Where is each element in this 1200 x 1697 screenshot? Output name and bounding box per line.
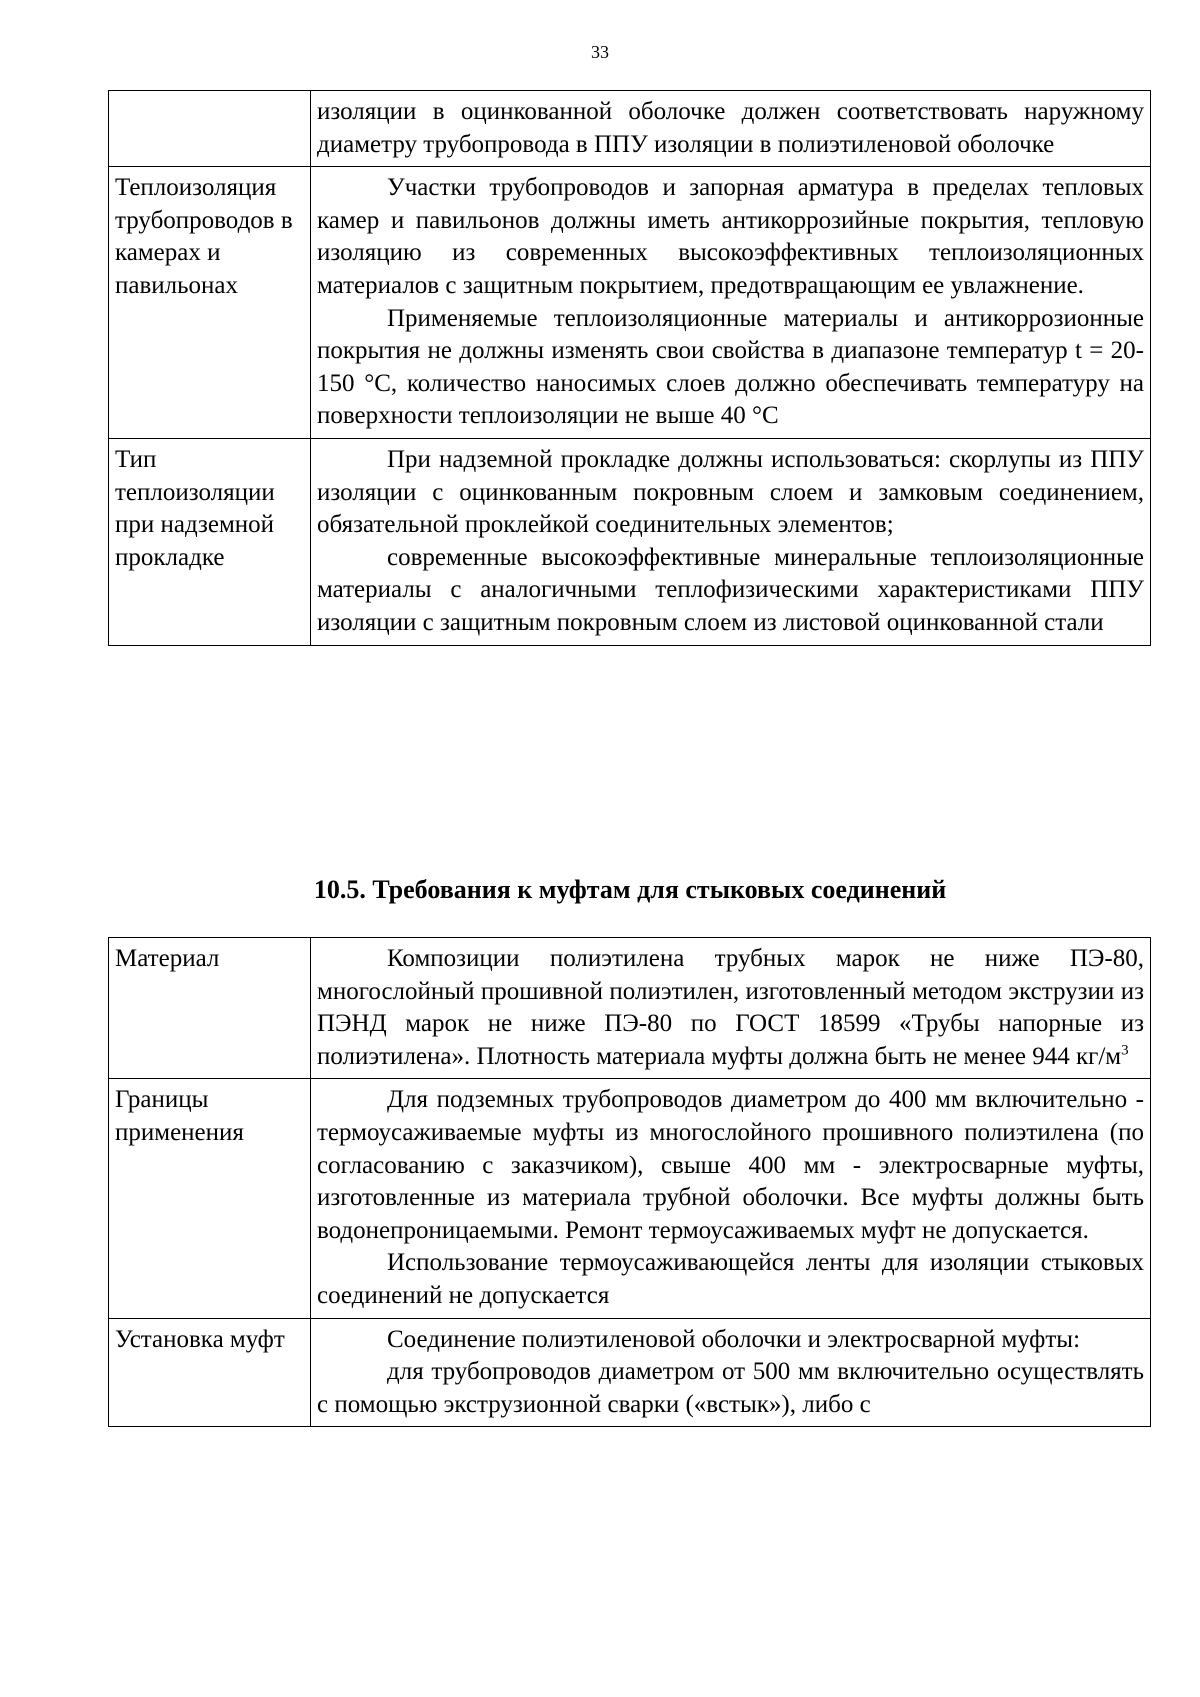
requirements-table-insulation — [108, 90, 1151, 646]
paragraph — [317, 96, 1144, 161]
paragraph — [317, 1247, 1144, 1312]
superscript: 3 — [1121, 1042, 1129, 1059]
table-row — [109, 438, 1151, 645]
row-label: Тип теплоизоляции при надземной прокладке — [109, 438, 311, 645]
table-row — [109, 1318, 1151, 1427]
paragraph — [317, 1324, 1144, 1357]
paragraph-text: Для подземных трубопроводов диаметром до 400 мм включительно - термоусаживаемые муфты из многослойного прошивного полиэтилена (по согласованию с заказчиком), свыше 400 мм - электросварные муфты, изготовленные из материала трубной оболочки. Все муфты должны быть водонепроницаемыми. Ремонт термоусаживаемых муфт не допускается. — [317, 1086, 1144, 1244]
row-content — [311, 167, 1151, 439]
table-row — [109, 167, 1151, 439]
table-row — [109, 1079, 1151, 1318]
paragraph — [317, 542, 1144, 640]
paragraph — [317, 1356, 1144, 1421]
section-heading: 10.5. Требования к муфтам для стыковых соединений — [313, 875, 947, 904]
paragraph-text: Использование термоусаживающейся ленты для изоляции стыковых соединений не допускается — [317, 1249, 1144, 1309]
paragraph — [317, 943, 1144, 1073]
paragraph-text: При надземной прокладке должны использоваться: скорлупы из ППУ изоляции с оцинкованным покровным слоем и замковым соединением, обязательной проклейкой соединительных элементов; — [317, 445, 1144, 539]
table1-body — [109, 91, 1151, 646]
paragraph-text: Композиции полиэтилена трубных марок не ниже ПЭ-80, многослойный прошивной полиэтилен, изготовленный методом экструзии из ПЭНД марок не ниже ПЭ-80 по ГОСТ 18599 «Трубы напорные из полиэтилена». Плотность материала муфты должна быть не менее 944 кг/м — [317, 945, 1144, 1070]
paragraph — [317, 172, 1144, 302]
row-content — [311, 91, 1151, 167]
paragraph-text: Участки трубопроводов и запорная арматура в пределах тепловых камер и павильонов должны иметь антикоррозийные покрытия, тепловую изоляцию из современных высокоэффективных теплоизоляционных материалов с защитным покрытием, предотвращающим ее увлажнение. — [317, 174, 1144, 299]
paragraph — [317, 1084, 1144, 1247]
row-content — [311, 438, 1151, 645]
row-label: Материал — [109, 938, 311, 1079]
table-row — [109, 938, 1151, 1079]
paragraph-text: Применяемые теплоизоляционные материалы и антикоррозионные покрытия не должны изменять свои свойства в диапазоне температур t = 20-150 °С, количество наносимых слоев должно обеспечивать температуру на поверхности теплоизоляции не выше 40 °С — [317, 304, 1144, 430]
row-label: Установка муфт — [109, 1318, 311, 1427]
row-content — [311, 938, 1151, 1079]
row-label — [109, 91, 311, 167]
table-row — [109, 91, 1151, 167]
row-content — [311, 1079, 1151, 1318]
paragraph-text: для трубопроводов диаметром от 500 мм включительно осуществлять с помощью экструзионной сварки («встык»), либо с — [317, 1358, 1144, 1418]
paragraph-text: современные высокоэффективные минеральные теплоизоляционные материалы с аналогичными теплофизическими характеристиками ППУ изоляции с защитным покровным слоем из листовой оцинкованной стали — [317, 543, 1144, 636]
page-number: 33 — [591, 42, 609, 62]
row-content — [311, 1318, 1151, 1427]
row-label: Теплоизоляция трубопроводов в камерах и павильонах — [109, 167, 311, 439]
table2-body — [109, 938, 1151, 1427]
paragraph-text: изоляции в оцинкованной оболочке должен соответствовать наружному диаметру трубопровода в ППУ изоляции в полиэтиленовой оболочке — [317, 98, 1144, 158]
paragraph-text: Соединение полиэтиленовой оболочки и электросварной муфты: — [387, 1325, 1081, 1353]
paragraph — [317, 444, 1144, 542]
row-label: Границы применения — [109, 1079, 311, 1318]
requirements-table-couplings — [108, 937, 1151, 1427]
paragraph — [317, 303, 1144, 433]
